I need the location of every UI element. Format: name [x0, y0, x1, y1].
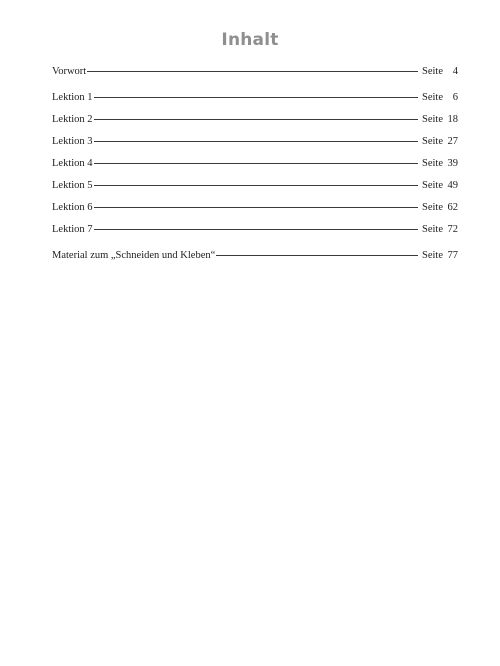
table-of-contents — [52, 66, 458, 272]
toc-entry — [52, 66, 458, 82]
toc-page-word: Seite — [422, 202, 443, 213]
toc-entry-label: Vorwort — [52, 66, 87, 77]
leader-line — [94, 185, 418, 186]
toc-page-number: 62 — [447, 202, 458, 213]
leader-line — [216, 255, 418, 256]
page-title: Inhalt — [221, 30, 279, 50]
leader-line — [94, 119, 418, 120]
toc-page-word: Seite — [422, 250, 443, 261]
toc-page-word: Seite — [422, 224, 443, 235]
toc-entry-label: Lektion 4 — [52, 158, 93, 169]
toc-entry — [52, 114, 458, 130]
toc-entry — [52, 92, 458, 108]
toc-entry-label: Lektion 2 — [52, 114, 93, 125]
toc-page-number: 6 — [452, 92, 458, 103]
toc-page-number: 77 — [447, 250, 458, 261]
toc-page-number: 39 — [447, 158, 458, 169]
toc-page-word: Seite — [422, 158, 443, 169]
toc-entry — [52, 180, 458, 196]
toc-page-word: Seite — [422, 92, 443, 103]
toc-entry — [52, 224, 458, 240]
toc-page-word: Seite — [422, 66, 443, 77]
toc-page-number: 72 — [447, 224, 458, 235]
toc-entry-label: Material zum „Schneiden und Kleben“ — [52, 250, 216, 261]
leader-line — [94, 229, 418, 230]
toc-page-word: Seite — [422, 136, 443, 147]
toc-page-number: 49 — [447, 180, 458, 191]
toc-entry-label: Lektion 7 — [52, 224, 93, 235]
leader-line — [94, 141, 418, 142]
toc-page-word: Seite — [422, 114, 443, 125]
toc-page-number: 4 — [452, 66, 458, 77]
leader-line — [87, 71, 418, 72]
toc-entry-label: Lektion 5 — [52, 180, 93, 191]
toc-entry — [52, 136, 458, 152]
leader-line — [94, 97, 418, 98]
toc-entry-label: Lektion 1 — [52, 92, 93, 103]
leader-line — [94, 163, 418, 164]
toc-page-number: 18 — [447, 114, 458, 125]
toc-entry-label: Lektion 6 — [52, 202, 93, 213]
toc-entry — [52, 202, 458, 218]
toc-entry — [52, 158, 458, 174]
toc-page-word: Seite — [422, 180, 443, 191]
toc-entry-label: Lektion 3 — [52, 136, 93, 147]
toc-page-number: 27 — [447, 136, 458, 147]
toc-entry — [52, 250, 458, 266]
leader-line — [94, 207, 418, 208]
